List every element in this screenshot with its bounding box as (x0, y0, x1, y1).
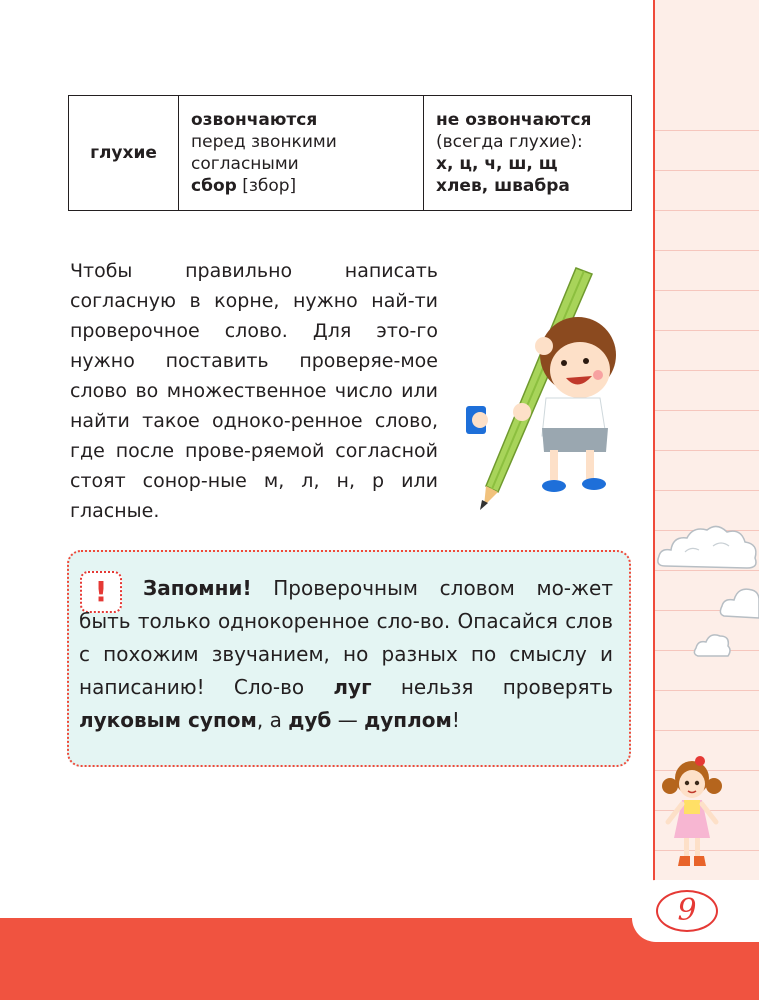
example-word: сбор (191, 176, 237, 196)
cloud-icon (718, 580, 759, 626)
note-word-dub: дуб (288, 708, 332, 732)
non-voicing-examples: хлев, швабра (436, 176, 570, 196)
note-text: Запомни! Проверочным словом мо-жет быть только однокоренное сло-во. Опасайся слов с похожим звучанием, но разных по смыслу и написанию! Сло-во луг нельзя проверять луковым супом, а дуб — дуплом! (79, 576, 613, 732)
voicing-cell (179, 96, 424, 211)
non-voicing-line1: (всегда глухие): (436, 132, 583, 152)
rule-paragraph: Чтобы правильно написать согласную в корне, нужно най-ти проверочное слово. Для это-го нужно поставить проверяе-мое слово во множественное число или найти такое однoко-ренное слово, где после прове-ряемой согласной стоят сонор-ные м, л, н, р или гласные. (70, 260, 438, 522)
non-voicing-letters: х, ц, ч, ш, щ (436, 154, 558, 174)
voicing-line1: перед звонкими (191, 132, 337, 152)
non-voicing-cell (424, 96, 632, 211)
voicing-example (191, 175, 411, 197)
note-word-lukovym-supom: луковым супом (79, 708, 257, 732)
page-number: 9 (677, 893, 697, 928)
remember-note (67, 550, 631, 767)
boy-with-pencil-illustration (458, 260, 618, 510)
page-number-badge (656, 890, 718, 932)
voicing-line2: согласными (191, 154, 299, 174)
voicing-title: озвончаются (191, 110, 318, 130)
note-word-lug: луг (333, 675, 372, 699)
example-transcription: [збор] (242, 176, 297, 196)
table-row-label: глухие (69, 96, 179, 211)
exclamation-glyph: ! (94, 575, 108, 608)
cloud-icon (692, 628, 732, 662)
consonant-rule-table (68, 95, 632, 211)
cloud-icon (655, 520, 759, 578)
non-voicing-title: не озвончаются (436, 110, 592, 130)
girl-illustration (660, 752, 724, 872)
note-heading: Запомни! (143, 576, 252, 600)
note-word-duplom: дуплом (364, 708, 452, 732)
